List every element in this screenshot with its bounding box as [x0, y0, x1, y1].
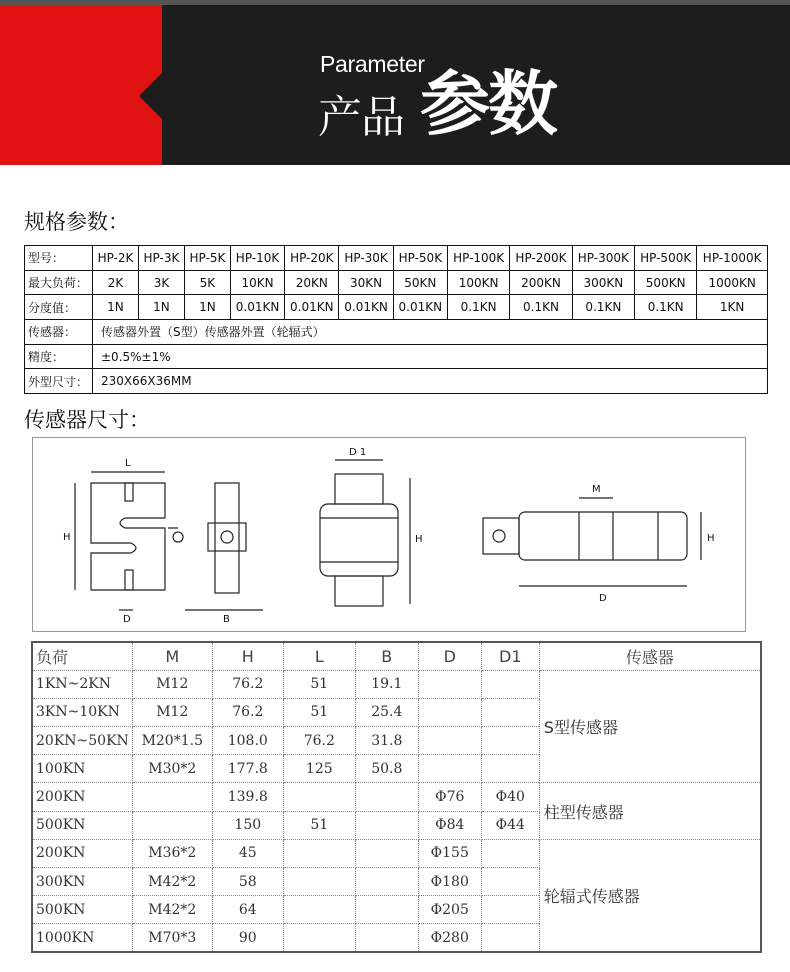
dim-cell: Φ205 — [418, 896, 481, 924]
spec-row-loads — [25, 270, 768, 295]
dim-cell: 51 — [283, 670, 355, 698]
spoke-end-hole — [493, 530, 505, 542]
label-M: M — [592, 484, 601, 495]
spec-cell: 20KN — [285, 270, 339, 295]
spec-label: 分度值： — [25, 295, 93, 320]
spec-cell: ±0.5%±1% — [93, 344, 768, 369]
dim-cell: 45 — [212, 839, 283, 867]
spec-cell: 1KN — [697, 295, 768, 320]
s-sensor-side-hole — [221, 531, 233, 543]
spec-label: 最大负荷： — [25, 270, 93, 295]
spec-cell: 0.01KN — [339, 295, 393, 320]
dim-cell: 177.8 — [212, 755, 283, 783]
spec-label: 型号： — [25, 246, 93, 271]
dim-cell — [132, 811, 212, 839]
dim-cell: 76.2 — [212, 698, 283, 726]
table-row — [32, 839, 761, 867]
spec-cell: HP-2K — [93, 246, 139, 271]
s-sensor-side-clamp — [208, 523, 246, 551]
dim-cell: M70*3 — [132, 924, 212, 952]
dim-cell — [418, 727, 481, 755]
dim-cell — [481, 896, 539, 924]
dim-cell: 25.4 — [355, 698, 418, 726]
spec-cell: HP-1000K — [697, 246, 768, 271]
dim-header-cell: 负荷 — [32, 642, 132, 670]
spec-cell: HP-200K — [510, 246, 572, 271]
label-H-spoke: H — [707, 533, 715, 544]
column-body — [320, 504, 398, 576]
dimension-drawing — [32, 437, 746, 632]
dim-cell: 51 — [283, 811, 355, 839]
spec-row-models — [25, 246, 768, 271]
dim-cell: 1000KN — [32, 924, 132, 952]
dim-cell — [418, 698, 481, 726]
dim-cell: M42*2 — [132, 896, 212, 924]
spec-cell: HP-50K — [393, 246, 447, 271]
banner-arrow-icon — [139, 72, 163, 120]
spec-cell: 200KN — [510, 270, 572, 295]
dim-cell — [481, 868, 539, 896]
label-D: D — [123, 614, 131, 625]
dim-cell: 19.1 — [355, 670, 418, 698]
label-H-column: H — [415, 534, 423, 545]
spec-cell: HP-3K — [138, 246, 184, 271]
dim-cell — [418, 755, 481, 783]
s-sensor-slot-top — [125, 483, 133, 501]
spec-cell: 1000KN — [697, 270, 768, 295]
dim-cell: M12 — [132, 670, 212, 698]
spec-cell: 1N — [93, 295, 139, 320]
label-H: H — [63, 532, 71, 543]
spec-cell: 300KN — [572, 270, 634, 295]
dim-cell: Φ44 — [481, 811, 539, 839]
sensor-drawings-svg — [33, 438, 745, 631]
s-sensor-side-body — [215, 483, 239, 593]
dim-cell: 500KN — [32, 811, 132, 839]
spec-cell: 1N — [138, 295, 184, 320]
table-row — [32, 783, 761, 811]
dim-cell: 76.2 — [283, 727, 355, 755]
dim-cell: 51 — [283, 698, 355, 726]
spec-label: 精度： — [25, 344, 93, 369]
dim-cell — [355, 811, 418, 839]
spec-cell: 0.01KN — [230, 295, 284, 320]
spec-cell: 0.1KN — [447, 295, 509, 320]
column-bottom-cap — [335, 576, 383, 606]
dim-cell: 76.2 — [212, 670, 283, 698]
spec-cell: 3K — [138, 270, 184, 295]
spec-row-precision — [25, 344, 768, 369]
dim-cell — [481, 839, 539, 867]
spec-cell: 5K — [184, 270, 230, 295]
banner-title-en: Parameter — [320, 51, 425, 77]
spoke-end-block — [483, 518, 519, 554]
dim-cell: 20KN~50KN — [32, 727, 132, 755]
dim-cell: Φ280 — [418, 924, 481, 952]
dim-cell — [283, 839, 355, 867]
spec-row-divisions — [25, 295, 768, 320]
dim-cell — [481, 670, 539, 698]
dim-header-cell: L — [283, 642, 355, 670]
spec-cell: 传感器外置（S型）传感器外置（轮辐式） — [93, 320, 768, 345]
dim-cell — [355, 924, 418, 952]
dim-cell: M30*2 — [132, 755, 212, 783]
dim-header-cell: D — [418, 642, 481, 670]
spec-cell: 2K — [93, 270, 139, 295]
spec-cell: 100KN — [447, 270, 509, 295]
dim-cell: 300KN — [32, 868, 132, 896]
dim-cell — [355, 783, 418, 811]
label-D-spoke: D — [599, 593, 607, 604]
spec-cell: 1N — [184, 295, 230, 320]
spec-cell: HP-300K — [572, 246, 634, 271]
spec-table — [24, 245, 768, 394]
dim-cell — [481, 698, 539, 726]
spec-cell: 500KN — [635, 270, 697, 295]
header-banner — [0, 5, 790, 165]
dim-cell: 64 — [212, 896, 283, 924]
spec-cell: 0.01KN — [285, 295, 339, 320]
dim-cell: Φ40 — [481, 783, 539, 811]
spec-cell: 0.1KN — [572, 295, 634, 320]
dim-cell: 125 — [283, 755, 355, 783]
dim-cell — [283, 868, 355, 896]
dim-cell: Φ180 — [418, 868, 481, 896]
dim-group-spoke-type: 轮辐式传感器 — [539, 839, 761, 952]
banner-title-cn-part1: 产品 — [318, 92, 404, 143]
dim-cell: 200KN — [32, 783, 132, 811]
dim-cell: 100KN — [32, 755, 132, 783]
s-sensor-slot-bottom — [125, 570, 133, 590]
dim-cell — [355, 896, 418, 924]
spec-label: 传感器： — [25, 320, 93, 345]
dim-header-cell: 传感器 — [539, 642, 761, 670]
dim-cell: 31.8 — [355, 727, 418, 755]
label-L: L — [125, 458, 131, 469]
dim-cell — [283, 924, 355, 952]
spec-row-sensor — [25, 320, 768, 345]
dim-cell: Φ84 — [418, 811, 481, 839]
spec-cell: HP-10K — [230, 246, 284, 271]
spoke-body — [519, 512, 687, 560]
dim-cell — [481, 755, 539, 783]
table-row — [32, 670, 761, 698]
dim-group-s-type: S型传感器 — [539, 670, 761, 783]
label-D1: D 1 — [349, 447, 367, 458]
dim-cell: 200KN — [32, 839, 132, 867]
dim-header-cell: D1 — [481, 642, 539, 670]
spec-cell: 0.1KN — [635, 295, 697, 320]
banner-title-cn-part2: 参数 — [420, 63, 556, 145]
dim-header-cell: B — [355, 642, 418, 670]
dim-cell — [283, 896, 355, 924]
spec-cell: HP-20K — [285, 246, 339, 271]
dim-cell: 139.8 — [212, 783, 283, 811]
dim-cell: 500KN — [32, 896, 132, 924]
dim-cell — [481, 924, 539, 952]
dim-cell: M20*1.5 — [132, 727, 212, 755]
spec-cell: HP-500K — [635, 246, 697, 271]
dims-section-title: 传感器尺寸： — [24, 408, 150, 432]
label-B: B — [223, 614, 230, 625]
spec-cell: 230X66X36MM — [93, 369, 768, 394]
dim-cell: M12 — [132, 698, 212, 726]
spec-section-title: 规格参数： — [24, 210, 129, 234]
dim-cell: Φ155 — [418, 839, 481, 867]
dim-cell: 108.0 — [212, 727, 283, 755]
dim-header-cell: H — [212, 642, 283, 670]
spec-cell: 0.01KN — [393, 295, 447, 320]
spec-cell: 0.1KN — [510, 295, 572, 320]
spec-cell: 30KN — [339, 270, 393, 295]
dim-group-column-type: 柱型传感器 — [539, 783, 761, 839]
dim-cell: 150 — [212, 811, 283, 839]
dim-cell — [132, 783, 212, 811]
dim-cell: M42*2 — [132, 868, 212, 896]
dim-cell — [481, 727, 539, 755]
spec-row-size — [25, 369, 768, 394]
dim-cell — [283, 783, 355, 811]
dim-cell: 50.8 — [355, 755, 418, 783]
dim-cell: M36*2 — [132, 839, 212, 867]
s-sensor-bolt — [168, 528, 183, 542]
dim-cell — [355, 839, 418, 867]
dim-cell: 90 — [212, 924, 283, 952]
dim-cell: 3KN~10KN — [32, 698, 132, 726]
dim-cell — [418, 670, 481, 698]
dimension-table — [31, 641, 762, 953]
dim-cell — [355, 868, 418, 896]
dim-cell: 1KN~2KN — [32, 670, 132, 698]
banner-red-block — [0, 5, 162, 165]
spec-cell: HP-100K — [447, 246, 509, 271]
dim-header-cell: M — [132, 642, 212, 670]
column-top-cap — [335, 474, 383, 504]
spec-cell: 10KN — [230, 270, 284, 295]
spec-cell: HP-5K — [184, 246, 230, 271]
dim-header-row — [32, 642, 761, 670]
dim-cell: 58 — [212, 868, 283, 896]
spec-cell: 50KN — [393, 270, 447, 295]
s-sensor-front-shape — [91, 483, 165, 590]
dim-cell: Φ76 — [418, 783, 481, 811]
spec-cell: HP-30K — [339, 246, 393, 271]
spec-label: 外型尺寸： — [25, 369, 93, 394]
